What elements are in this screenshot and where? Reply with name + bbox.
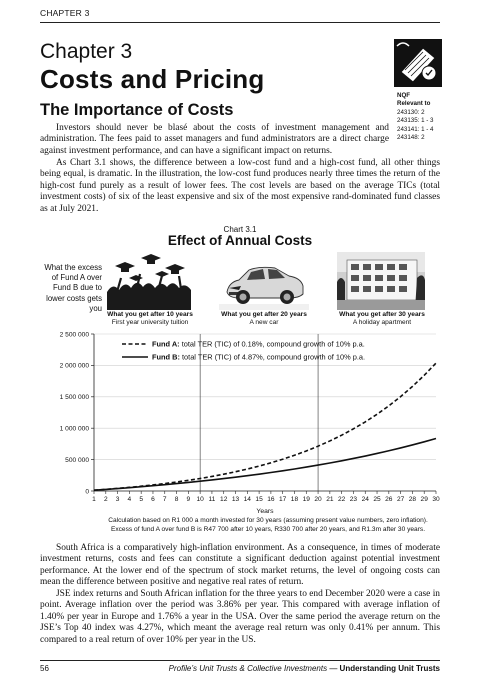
x-tick-label: 14 <box>243 496 251 503</box>
x-tick-label: 5 <box>139 496 144 503</box>
x-tick-label: 6 <box>151 496 155 503</box>
x-tick-label: 1 <box>92 496 96 503</box>
car-illustration <box>219 252 309 310</box>
y-tick-label: 1 500 000 <box>59 394 89 402</box>
x-tick-label: 22 <box>337 496 346 503</box>
caption-20-years: What you get after 20 years A new car <box>221 311 307 327</box>
body-paragraph: As Chart 3.1 shows, the difference between a low-cost fund and a high-cost fund, all other things being equal, is dramatic. In the illustration, the low-cost fund produces nearly three times the return of the high-cost fund purely as a result of lower fees. The cost levels are based on the average TICs (total investment costs) of six of the least expensive and six of the most expensive rand-dominated fund classes as at July 2021. <box>40 158 440 214</box>
nqf-item: 243148: 2 <box>397 134 425 142</box>
footer-book-title: Profile’s Unit Trusts & Collective Investments — Understanding Unit Trusts <box>168 664 440 673</box>
chart-title: Effect of Annual Costs <box>167 233 313 248</box>
x-tick-label: 28 <box>408 496 417 503</box>
running-head: CHAPTER 3 <box>40 8 90 18</box>
caption-10-years: What you get after 10 years First year university tuition <box>107 311 193 327</box>
graduation-illustration <box>107 252 191 310</box>
x-tick-label: 10 <box>196 496 204 503</box>
nqf-item: 243135: 1 - 3 <box>397 117 434 125</box>
y-tick-label: 2 500 000 <box>59 331 89 339</box>
body-paragraph: Investors should never be blasé about the costs of investment management and administration. The fees paid to asset managers and fund administrators are a direct charge against investment performance, and can have a significant impact on returns. <box>40 123 389 156</box>
x-tick-label: 3 <box>115 496 120 503</box>
y-tick-label: 2 000 000 <box>59 362 89 370</box>
nqf-reference-box <box>397 92 447 142</box>
section-title: The Importance of Costs <box>40 101 234 119</box>
x-tick-label: 29 <box>420 496 428 503</box>
x-tick-label: 24 <box>361 496 369 503</box>
x-tick-label: 21 <box>326 496 334 503</box>
y-tick-label: 0 <box>85 488 89 496</box>
legend-entry: Fund B: total TER (TIC) of 4.87%, compound growth of 10% p.a. <box>152 352 366 362</box>
y-tick-label: 500 000 <box>65 456 89 464</box>
x-tick-label: 23 <box>349 496 358 503</box>
footnote-line: Excess of fund A over fund B is R47 700 after 10 years, R330 700 after 20 years, and R1.3m after 30 years. <box>110 525 426 533</box>
x-tick-label: 30 <box>432 496 440 503</box>
x-tick-label: 26 <box>385 496 393 503</box>
chart-label: Chart 3.1 <box>223 225 257 234</box>
nqf-item: 243141: 1 - 4 <box>397 125 434 133</box>
body-paragraph: South Africa is a comparatively high-inflation environment. As a consequence, in times of moderate investment returns, costs and fees can constitute a significant deduction against potential investment performance. At the lower end of the spectrum of stock market returns, the level of ongoing costs can mean the difference between positive and negative real rates of return. <box>40 543 440 588</box>
x-tick-label: 12 <box>220 496 228 503</box>
x-tick-label: 25 <box>373 496 381 503</box>
x-tick-label: 17 <box>279 496 287 503</box>
chart-footnote <box>88 517 448 534</box>
x-tick-label: 9 <box>186 496 191 503</box>
series-line-fund-a <box>94 363 436 490</box>
x-tick-label: 7 <box>162 496 167 503</box>
x-tick-label: 19 <box>302 496 310 503</box>
body-paragraph: JSE index returns and South African inflation for the three years to end December 2020 were a case in point. Average inflation over the period was 3.86% per year. This compared with average inflation of 1.40% per year in Europe and 1.76% a year in the USA. Over the same period the average return on the JSE’s Top 40 index was 4.27%, which meant the average real return was only 0.41% per annum. This compared to a real return of over 10% per year in the US. <box>40 589 440 645</box>
nqf-title: NQF <box>397 92 411 99</box>
footer-rule <box>40 660 440 661</box>
x-tick-label: 8 <box>174 496 179 503</box>
x-tick-label: 16 <box>267 496 275 503</box>
y-tick-label: 1 000 000 <box>59 425 89 433</box>
chapter-label: Chapter 3 <box>40 40 133 63</box>
chart-side-note: What the excess of Fund A over Fund B due to lower costs gets you <box>44 263 102 313</box>
caption-30-years: What you get after 30 years A holiday apartment <box>339 311 425 327</box>
nqf-subtitle: Relevant to <box>397 100 431 108</box>
x-axis-title: Years <box>256 508 274 515</box>
x-tick-label: 11 <box>208 496 216 503</box>
x-tick-label: 18 <box>290 496 299 503</box>
nqf-scroll-icon <box>393 38 443 88</box>
x-tick-label: 20 <box>314 496 322 503</box>
chapter-title: Costs and Pricing <box>40 64 265 94</box>
x-tick-label: 2 <box>103 496 108 503</box>
page-number: 56 <box>40 664 49 673</box>
x-tick-label: 4 <box>127 496 132 503</box>
footnote-line: Calculation based on R1 000 a month invested for 30 years (assuming present value numbers, zero inflation). <box>108 517 428 524</box>
series-line-fund-b <box>94 439 436 491</box>
x-tick-label: 13 <box>231 496 240 503</box>
apartment-illustration <box>337 252 425 310</box>
header-rule <box>40 22 440 23</box>
x-tick-label: 15 <box>255 496 263 503</box>
line-chart <box>0 326 480 516</box>
nqf-item: 243130: 2 <box>397 108 425 116</box>
legend-entry: Fund A: total TER (TIC) of 0.18%, compound growth of 10% p.a. <box>152 339 365 349</box>
x-tick-label: 27 <box>396 496 405 503</box>
